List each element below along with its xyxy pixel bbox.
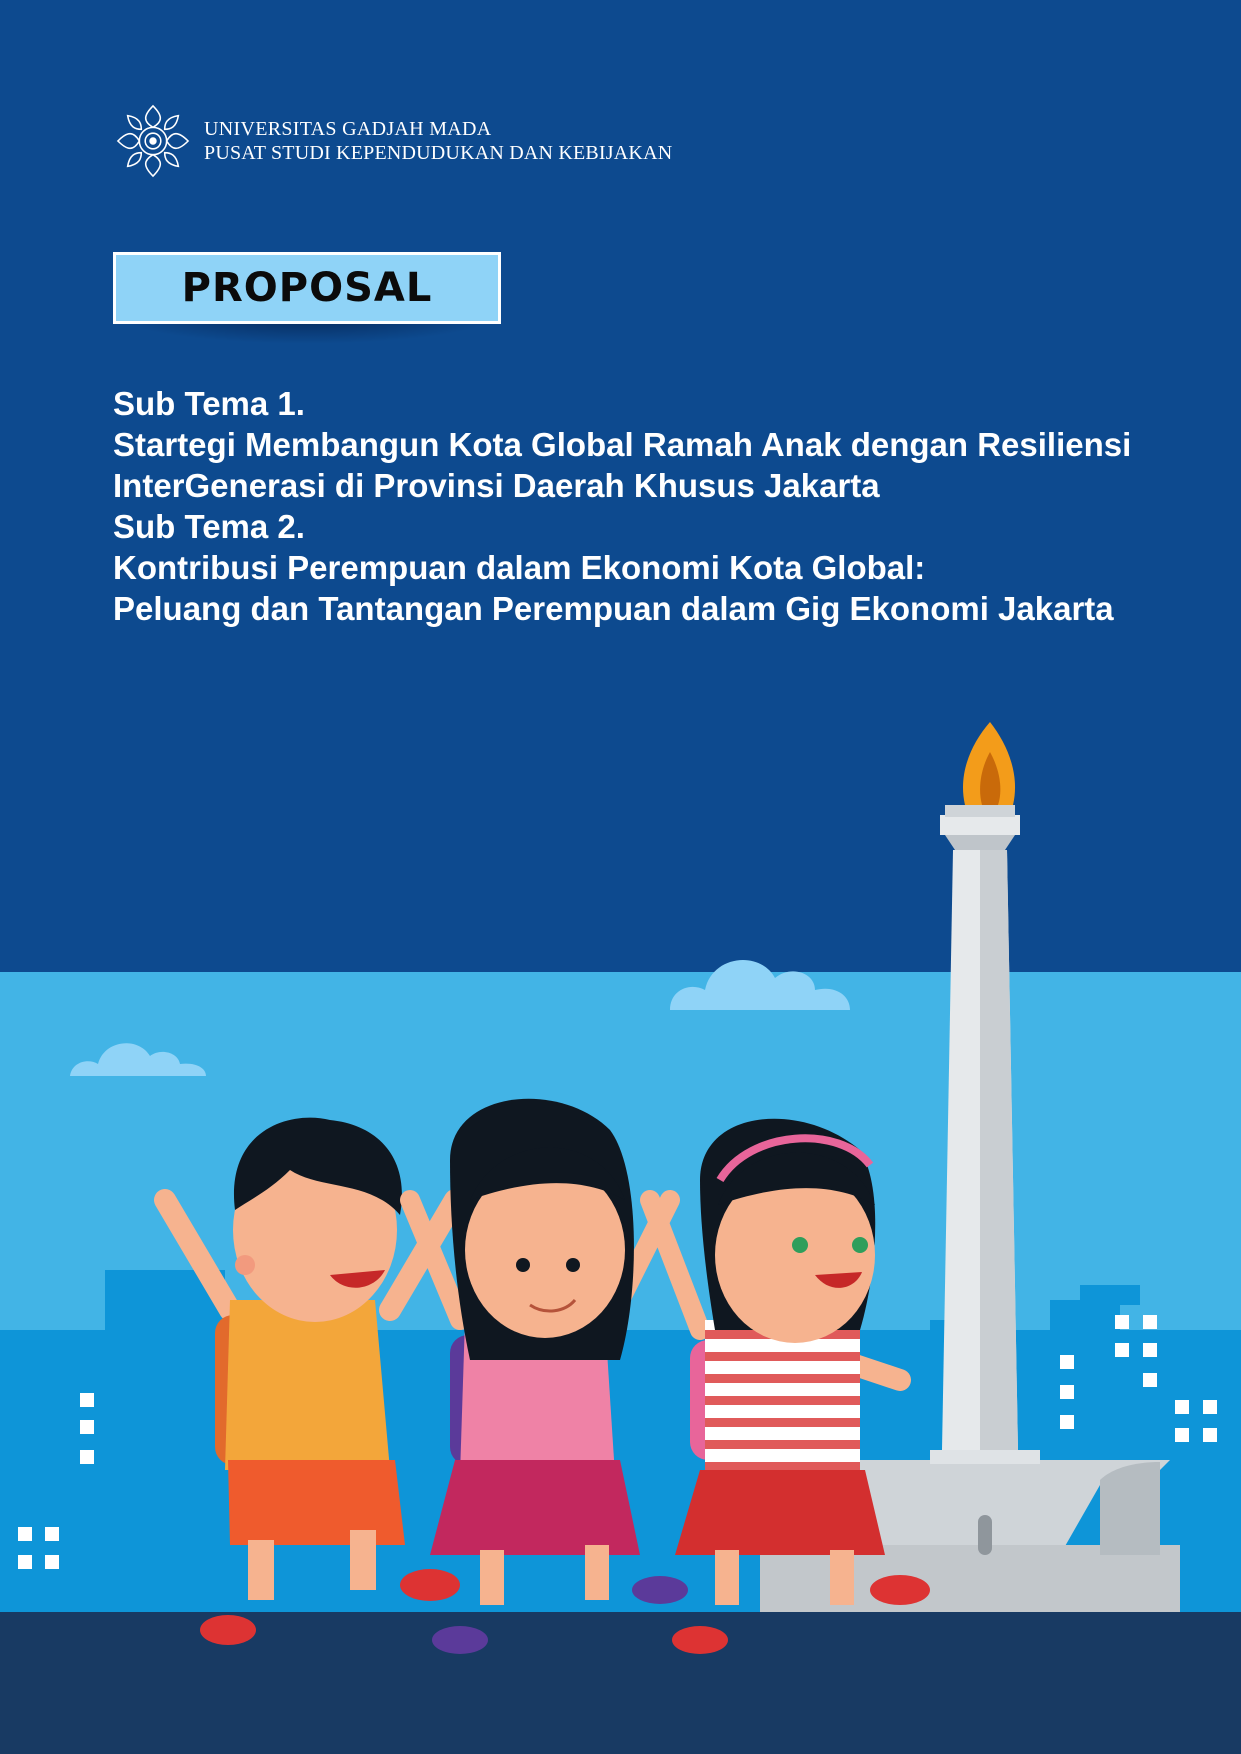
institution-header (114, 102, 672, 180)
subtheme-2-heading: Sub Tema 2. (113, 508, 305, 545)
subtheme-2-title-line2: Peluang dan Tantangan Perempuan dalam Gig Ekonomi Jakarta (113, 590, 1114, 627)
subtheme-titles (113, 383, 1223, 629)
subtheme-2-title-line1: Kontribusi Perempuan dalam Ekonomi Kota Global: (113, 549, 926, 586)
subtheme-1-heading: Sub Tema 1. (113, 385, 305, 422)
center-name: PUSAT STUDI KEPENDUDUKAN DAN KEBIJAKAN (204, 142, 673, 164)
university-name: UNIVERSITAS GADJAH MADA (204, 118, 492, 140)
proposal-badge (113, 252, 501, 324)
jakarta-illustration (0, 600, 1241, 1754)
subtheme-1-title-line1: Startegi Membangun Kota Global Ramah Anak dengan Resiliensi (113, 426, 1132, 463)
ugm-emblem-icon (114, 102, 192, 180)
institution-name (204, 117, 672, 165)
ground (0, 1612, 1241, 1754)
badge-box (113, 252, 501, 324)
subtheme-1-title-line2: InterGenerasi di Provinsi Daerah Khusus Jakarta (113, 467, 880, 504)
badge-label: PROPOSAL (181, 265, 433, 311)
